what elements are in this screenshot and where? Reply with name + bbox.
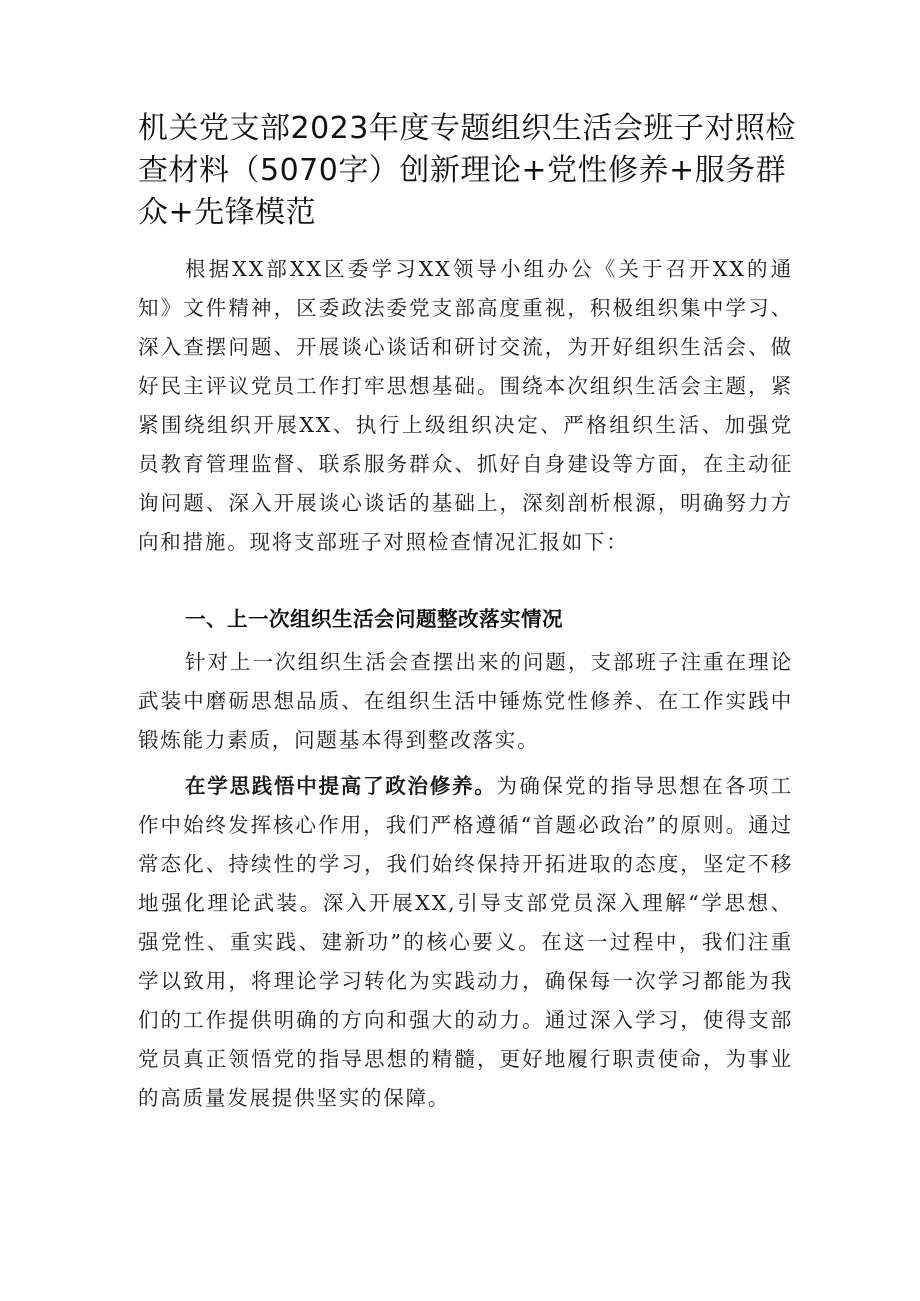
section-heading-1: 一、上一次组织生活会问题整改落实情况 <box>185 607 563 631</box>
point-1-paragraph <box>138 767 793 1118</box>
document-title: 机关党支部2023年度专题组织生活会班子对照检查材料（5070字）创新理论+党性修养+服务群众+先锋模范 <box>138 111 796 230</box>
point-1-lead: 在学思践悟中提高了政治修养。 <box>185 774 497 798</box>
point-1-text: 为确保党的指导思想在各项工作中始终发挥核心作用，我们严格遵循“首题必政治”的原则。通过常态化、持续性的学习，我们始终保持开拓进取的态度，坚定不移地强化理论武装。深入开展XX,引导支部党员深入理解“学思想、强党性、重实践、建新功”的核心要义。在这一过程中，我们注重学以致用，将理论学习转化为实践动力，确保每一次学习都能为我们的工作提供明确的方向和强大的动力。通过深入学习，使得支部党员真正领悟党的指导思想的精髓，更好地履行职责使命，为事业的高质量发展提供坚实的保障。 <box>138 774 793 1110</box>
intro-paragraph: 根据XX部XX区委学习XX领导小组办公《关于召开XX的通知》文件精神，区委政法委党支部高度重视，积极组织集中学习、深入查摆问题、开展谈心谈话和研讨交流，为开好组织生活会、做好民主评议党员工作打牢思想基础。围绕本次组织生活会主题，紧紧围绕组织开展XX、执行上级组织决定、严格组织生活、加强党员教育管理监督、联系服务群众、抓好自身建设等方面，在主动征询问题、深入开展谈心谈话的基础上，深刻剖析根源，明确努力方向和措施。现将支部班子对照检查情况汇报如下： <box>138 257 793 554</box>
section-1-paragraph: 针对上一次组织生活会查摆出来的问题，支部班子注重在理论武装中磨砺思想品质、在组织生活中锤炼党性修养、在工作实践中锻炼能力素质，问题基本得到整改落实。 <box>138 650 793 752</box>
